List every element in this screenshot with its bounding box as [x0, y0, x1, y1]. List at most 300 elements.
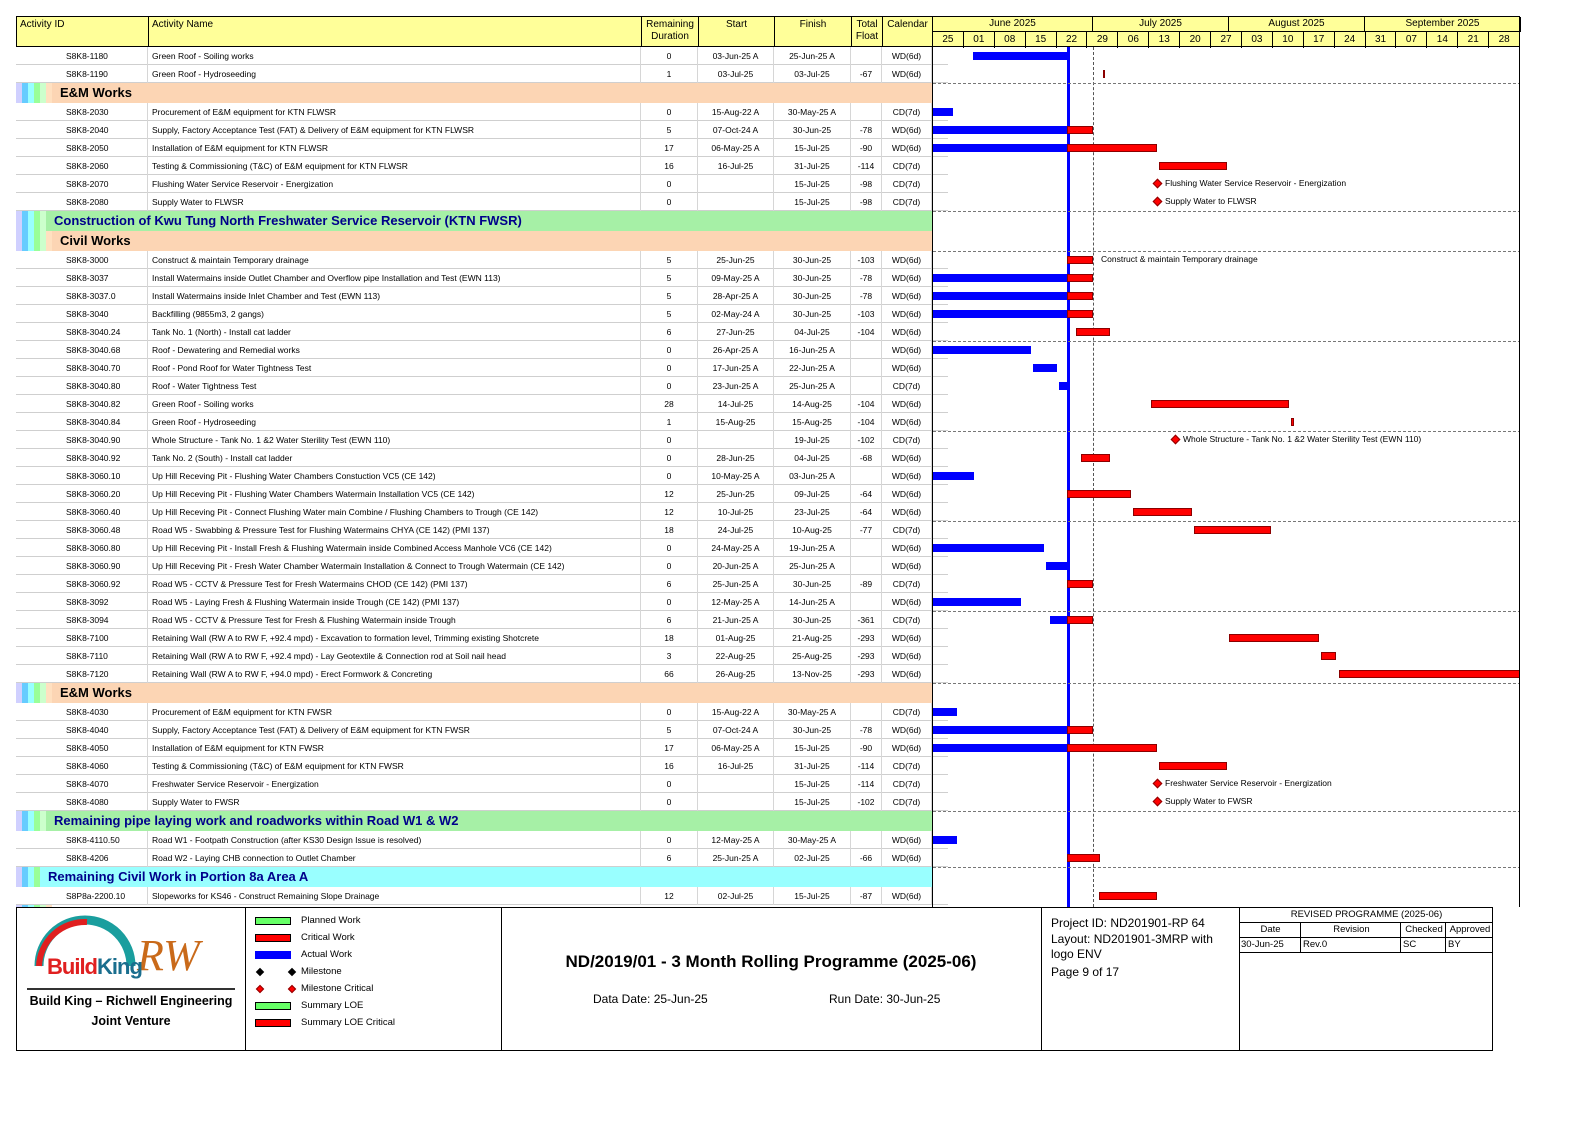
actual-work-bar[interactable]: [1050, 616, 1067, 624]
finish-cell: 30-May-25 A: [774, 831, 851, 849]
critical-work-bar[interactable]: [1067, 144, 1157, 152]
week-tick: 10: [1273, 32, 1304, 48]
finish-cell: 13-Nov-25: [774, 665, 851, 683]
total-float-cell: [851, 341, 882, 359]
remaining-duration-cell: 16: [641, 757, 698, 775]
critical-work-bar[interactable]: [1321, 652, 1336, 660]
critical-work-bar[interactable]: [1067, 580, 1093, 588]
actual-work-bar[interactable]: [933, 310, 1067, 318]
start-cell: 12-May-25 A: [698, 831, 774, 849]
finish-cell: 15-Jul-25: [774, 887, 851, 905]
finish-cell: 23-Jul-25: [774, 503, 851, 521]
remaining-duration-cell: 0: [641, 793, 698, 811]
finish-cell: 22-Jun-25 A: [774, 359, 851, 377]
actual-work-bar[interactable]: [933, 836, 957, 844]
remaining-duration-cell: 18: [641, 629, 698, 647]
activity-name-cell: Procurement of E&M equipment for KTN FWSR: [148, 703, 641, 721]
total-float-cell: -293: [851, 647, 882, 665]
table-row[interactable]: [16, 665, 948, 683]
activity-name-cell: Up Hill Receving Pit - Connect Flushing Water main Combine / Flushing Chambers to Trough (CE 142): [148, 503, 641, 521]
activity-name-cell: Green Roof - Soiling works: [148, 395, 641, 413]
start-cell: 26-Aug-25: [698, 665, 774, 683]
calendar-cell: WD(6d): [882, 629, 932, 647]
total-float-cell: -67: [851, 65, 882, 83]
critical-work-bar[interactable]: [1067, 726, 1093, 734]
finish-cell: 15-Jul-25: [774, 175, 851, 193]
rev-number: Rev.0: [1301, 938, 1401, 953]
calendar-cell: WD(6d): [882, 849, 932, 867]
finish-cell: 30-Jun-25: [774, 251, 851, 269]
total-float-cell: -90: [851, 139, 882, 157]
critical-work-bar[interactable]: [1229, 634, 1319, 642]
table-row[interactable]: [16, 739, 948, 757]
gantt-bar-label: Whole Structure - Tank No. 1 &2 Water Sterility Test (EWN 110): [1183, 434, 1422, 444]
month-label: September 2025: [1365, 17, 1521, 32]
activity-name-cell: Installation of E&M equipment for KTN FLWSR: [148, 139, 641, 157]
critical-work-bar[interactable]: [1067, 292, 1093, 300]
critical-milestone-icon[interactable]: [1153, 179, 1163, 189]
table-row[interactable]: [16, 849, 948, 867]
table-row[interactable]: [16, 395, 948, 413]
activity-id-cell: S8K8-4030: [52, 703, 148, 721]
table-row[interactable]: [16, 521, 948, 539]
finish-cell: 15-Aug-25: [774, 413, 851, 431]
activity-name-cell: Up Hill Receving Pit - Fresh Water Chamber Watermain Installation & Connect to Trough Watermain (CE 142): [148, 557, 641, 575]
start-cell: 06-May-25 A: [698, 139, 774, 157]
finish-cell: 30-May-25 A: [774, 103, 851, 121]
table-row[interactable]: [16, 449, 948, 467]
calendar-cell: WD(6d): [882, 305, 932, 323]
critical-work-bar[interactable]: [1159, 162, 1227, 170]
activity-id-cell: S8K8-4050: [52, 739, 148, 757]
finish-cell: 21-Aug-25: [774, 629, 851, 647]
remaining-duration-cell: 0: [641, 47, 698, 65]
start-cell: 25-Jun-25: [698, 251, 774, 269]
actual-work-bar[interactable]: [933, 274, 1067, 282]
table-row[interactable]: [16, 629, 948, 647]
activity-name-cell: Road W2 - Laying CHB connection to Outlet Chamber: [148, 849, 641, 867]
total-float-cell: -68: [851, 449, 882, 467]
total-float-cell: -104: [851, 323, 882, 341]
activity-id-cell: S8K8-4060: [52, 757, 148, 775]
start-cell: 25-Jun-25 A: [698, 575, 774, 593]
activity-name-cell: Testing & Commissioning (T&C) of E&M equipment for KTN FLWSR: [148, 157, 641, 175]
remaining-duration-cell: 0: [641, 341, 698, 359]
start-cell: 09-May-25 A: [698, 269, 774, 287]
total-float-cell: -89: [851, 575, 882, 593]
remaining-duration-cell: 5: [641, 121, 698, 139]
table-row[interactable]: [16, 359, 948, 377]
revision-heading: REVISED PROGRAMME (2025-06): [1239, 908, 1492, 923]
total-float-cell: -78: [851, 269, 882, 287]
legend: Planned Work Critical Work Actual Work Milestone Milestone Critical Summary LOE Summary LOE Critical: [245, 908, 502, 1050]
table-row[interactable]: [16, 775, 948, 793]
critical-work-bar[interactable]: [1159, 762, 1227, 770]
wbs-group-header[interactable]: E&M Works: [52, 83, 932, 103]
wbs-group-header[interactable]: Construction of Kwu Tung North Freshwater Service Reservoir (KTN FWSR): [46, 211, 932, 231]
rev-checked: SC: [1401, 938, 1446, 953]
finish-cell: 30-May-25 A: [774, 703, 851, 721]
rev-col-revision: Revision: [1301, 923, 1401, 938]
start-cell: 12-May-25 A: [698, 593, 774, 611]
activity-name-cell: Roof - Dewatering and Remedial works: [148, 341, 641, 359]
remaining-duration-cell: 1: [641, 413, 698, 431]
activity-name-cell: Up Hill Receving Pit - Install Fresh & Flushing Watermain inside Combined Access Manhole VC6 (CE 142): [148, 539, 641, 557]
activity-id-cell: S8K8-3040.92: [52, 449, 148, 467]
table-row[interactable]: [16, 287, 948, 305]
table-row[interactable]: [16, 157, 948, 175]
actual-work-bar[interactable]: [933, 744, 1067, 752]
activity-id-cell: S8K8-3092: [52, 593, 148, 611]
jv-name-line2: Joint Venture: [91, 1014, 171, 1028]
remaining-duration-cell: 0: [641, 431, 698, 449]
total-float-cell: -114: [851, 757, 882, 775]
calendar-cell: WD(6d): [882, 485, 932, 503]
calendar-cell: CD(7d): [882, 757, 932, 775]
table-row[interactable]: [16, 47, 948, 65]
finish-cell: 25-Jun-25 A: [774, 377, 851, 395]
total-float-cell: [851, 831, 882, 849]
activity-id-cell: S8K8-3060.48: [52, 521, 148, 539]
start-cell: 28-Jun-25: [698, 449, 774, 467]
activity-id-cell: S8K8-2040: [52, 121, 148, 139]
remaining-duration-cell: 16: [641, 157, 698, 175]
activity-name-cell: Retaining Wall (RW A to RW F, +92.4 mpd) - Excavation to formation level, Trimming existing Shotcrete: [148, 629, 641, 647]
current-date-line: [1093, 47, 1094, 907]
table-row[interactable]: [16, 413, 948, 431]
total-float-cell: -102: [851, 793, 882, 811]
week-tick: 31: [1366, 32, 1397, 48]
calendar-cell: CD(7d): [882, 521, 932, 539]
actual-work-bar[interactable]: [1059, 382, 1070, 390]
remaining-duration-cell: 12: [641, 485, 698, 503]
finish-cell: 10-Aug-25: [774, 521, 851, 539]
critical-work-bar[interactable]: [1339, 670, 1520, 678]
activity-id-cell: S8K8-3040.84: [52, 413, 148, 431]
wbs-group-header[interactable]: E&M Works: [52, 683, 932, 703]
critical-work-bar[interactable]: [1067, 310, 1093, 318]
gantt-bar-label: Construct & maintain Temporary drainage: [1101, 254, 1258, 264]
calendar-cell: WD(6d): [882, 721, 932, 739]
actual-work-bar[interactable]: [933, 598, 1021, 606]
remaining-duration-cell: 3: [641, 647, 698, 665]
table-row[interactable]: [16, 139, 948, 157]
activity-name-cell: Green Roof - Hydroseeding: [148, 413, 641, 431]
total-float-cell: [851, 359, 882, 377]
table-row[interactable]: [16, 539, 948, 557]
table-row[interactable]: [16, 831, 948, 849]
actual-work-bar[interactable]: [933, 292, 1067, 300]
activity-name-cell: Road W5 - Swabbing & Pressure Test for Flushing Watermains CHYA (CE 142) (PMI 137): [148, 521, 641, 539]
start-cell: 27-Jun-25: [698, 323, 774, 341]
critical-milestone-icon[interactable]: [1153, 797, 1163, 807]
total-float-cell: [851, 593, 882, 611]
total-float-cell: [851, 377, 882, 395]
calendar-cell: CD(7d): [882, 575, 932, 593]
critical-work-bar[interactable]: [1291, 418, 1294, 426]
total-float-cell: [851, 557, 882, 575]
wbs-group-header[interactable]: Remaining pipe laying work and roadworks within Road W1 & W2: [46, 811, 932, 831]
critical-work-bar[interactable]: [1067, 256, 1093, 264]
table-row[interactable]: [16, 557, 948, 575]
critical-work-bar[interactable]: [1151, 400, 1289, 408]
remaining-duration-cell: 0: [641, 449, 698, 467]
col-total-float[interactable]: Total Float: [852, 17, 883, 48]
col-activity-id[interactable]: Activity ID: [17, 17, 149, 48]
table-row[interactable]: [16, 323, 948, 341]
activity-name-cell: Up Hill Receving Pit - Flushing Water Chambers Constuction VC5 (CE 142): [148, 467, 641, 485]
activity-id-cell: S8K8-3000: [52, 251, 148, 269]
rev-col-checked: Checked: [1401, 923, 1446, 938]
actual-work-bar[interactable]: [933, 472, 974, 480]
wbs-group-header[interactable]: Civil Works: [52, 231, 932, 251]
activity-name-cell: Supply, Factory Acceptance Test (FAT) & Delivery of E&M equipment for KTN FLWSR: [148, 121, 641, 139]
calendar-cell: WD(6d): [882, 359, 932, 377]
finish-cell: 15-Jul-25: [774, 775, 851, 793]
critical-work-bar[interactable]: [1067, 744, 1157, 752]
table-row[interactable]: [16, 611, 948, 629]
table-row[interactable]: [16, 503, 948, 521]
activity-id-cell: S8P8a-2200.10: [52, 887, 148, 905]
critical-milestone-icon[interactable]: [1153, 779, 1163, 789]
actual-work-bar[interactable]: [1033, 364, 1057, 372]
week-tick: 03: [1242, 32, 1273, 48]
total-float-cell: -78: [851, 287, 882, 305]
project-id: Project ID: ND201901-RP 64: [1051, 916, 1205, 930]
critical-work-bar[interactable]: [1067, 490, 1131, 498]
total-float-cell: -64: [851, 485, 882, 503]
activity-id-cell: S8K8-2030: [52, 103, 148, 121]
col-remaining-duration[interactable]: Remaining Duration: [642, 17, 699, 48]
critical-work-bar[interactable]: [1067, 854, 1100, 862]
critical-milestone-icon[interactable]: [1171, 435, 1181, 445]
week-tick: 28: [1489, 32, 1520, 48]
remaining-duration-cell: 0: [641, 775, 698, 793]
table-row[interactable]: [16, 193, 948, 211]
table-row[interactable]: [16, 377, 948, 395]
start-cell: 16-Jul-25: [698, 157, 774, 175]
col-activity-name[interactable]: Activity Name: [149, 17, 642, 48]
critical-work-bar[interactable]: [1081, 454, 1110, 462]
gantt-bar-label: Flushing Water Service Reservoir - Energization: [1165, 178, 1347, 188]
start-cell: 17-Jun-25 A: [698, 359, 774, 377]
remaining-duration-cell: 66: [641, 665, 698, 683]
start-cell: 24-May-25 A: [698, 539, 774, 557]
total-float-cell: -102: [851, 431, 882, 449]
remaining-duration-cell: 1: [641, 65, 698, 83]
critical-work-bar[interactable]: [1099, 892, 1157, 900]
actual-work-bar[interactable]: [933, 726, 1067, 734]
project-info-box: [1041, 908, 1240, 1050]
activity-name-cell: Slopeworks for KS46 - Construct Remaining Slope Drainage: [148, 887, 641, 905]
table-row[interactable]: [16, 647, 948, 665]
table-row[interactable]: [16, 103, 948, 121]
calendar-cell: WD(6d): [882, 47, 932, 65]
activity-id-cell: S8K8-3040.80: [52, 377, 148, 395]
activity-id-cell: S8K8-3040: [52, 305, 148, 323]
week-tick: 07: [1397, 32, 1428, 48]
activity-id-cell: S8K8-1190: [52, 65, 148, 83]
table-row[interactable]: [16, 341, 948, 359]
activity-name-cell: Whole Structure - Tank No. 1 &2 Water Sterility Test (EWN 110): [148, 431, 641, 449]
actual-work-bar[interactable]: [933, 144, 1067, 152]
critical-work-bar[interactable]: [1067, 126, 1093, 134]
activity-id-cell: S8K8-7100: [52, 629, 148, 647]
table-row[interactable]: [16, 757, 948, 775]
start-cell: 14-Jul-25: [698, 395, 774, 413]
total-float-cell: -98: [851, 193, 882, 211]
critical-work-bar[interactable]: [1067, 616, 1093, 624]
table-row[interactable]: [16, 485, 948, 503]
activity-id-cell: S8K8-2080: [52, 193, 148, 211]
rev-col-date: Date: [1239, 923, 1301, 938]
table-row[interactable]: [16, 703, 948, 721]
buildking-wordmark: [47, 954, 142, 980]
finish-cell: 19-Jul-25: [774, 431, 851, 449]
week-tick: 27: [1211, 32, 1242, 48]
run-date: Run Date: 30-Jun-25: [829, 992, 941, 1006]
finish-cell: 30-Jun-25: [774, 721, 851, 739]
actual-work-bar[interactable]: [933, 126, 1067, 134]
critical-work-bar[interactable]: [1076, 328, 1110, 336]
actual-work-bar[interactable]: [933, 108, 953, 116]
rev-col-approved: Approved: [1446, 923, 1492, 938]
remaining-duration-cell: 12: [641, 887, 698, 905]
finish-cell: 31-Jul-25: [774, 157, 851, 175]
finish-cell: 25-Jun-25 A: [774, 47, 851, 65]
table-header: [16, 16, 1520, 47]
table-row[interactable]: [16, 175, 948, 193]
timescale: [933, 17, 1521, 48]
remaining-duration-cell: 17: [641, 739, 698, 757]
week-tick: 29: [1088, 32, 1119, 48]
table-row[interactable]: [16, 269, 948, 287]
week-tick: 06: [1118, 32, 1149, 48]
table-row[interactable]: [16, 305, 948, 323]
actual-work-bar[interactable]: [1046, 562, 1070, 570]
start-cell: 15-Aug-22 A: [698, 703, 774, 721]
activity-name-cell: Roof - Pond Roof for Water Tightness Test: [148, 359, 641, 377]
actual-work-bar[interactable]: [973, 52, 1069, 60]
activity-name-cell: Freshwater Service Reservoir - Energization: [148, 775, 641, 793]
activity-id-cell: S8K8-3037.0: [52, 287, 148, 305]
activity-id-cell: S8K8-7120: [52, 665, 148, 683]
table-row[interactable]: [16, 431, 948, 449]
data-date-line: [1067, 47, 1070, 907]
table-row[interactable]: [16, 65, 948, 83]
total-float-cell: -87: [851, 887, 882, 905]
finish-cell: 03-Jul-25: [774, 65, 851, 83]
critical-work-bar[interactable]: [1133, 508, 1192, 516]
activity-name-cell: Construct & maintain Temporary drainage: [148, 251, 641, 269]
critical-work-bar[interactable]: [1103, 70, 1105, 78]
total-float-cell: -78: [851, 721, 882, 739]
finish-cell: 14-Jun-25 A: [774, 593, 851, 611]
activity-name-cell: Procurement of E&M equipment for KTN FLWSR: [148, 103, 641, 121]
actual-work-bar[interactable]: [933, 346, 1031, 354]
table-row[interactable]: [16, 467, 948, 485]
calendar-cell: WD(6d): [882, 323, 932, 341]
calendar-cell: WD(6d): [882, 65, 932, 83]
total-float-cell: -114: [851, 775, 882, 793]
activity-name-cell: Road W5 - CCTV & Pressure Test for Fresh Watermains CHOD (CE 142) (PMI 137): [148, 575, 641, 593]
col-finish[interactable]: Finish: [775, 17, 852, 48]
critical-milestone-icon[interactable]: [1153, 197, 1163, 207]
activity-id-cell: S8K8-4206: [52, 849, 148, 867]
activity-name-cell: Tank No. 1 (North) - Install cat ladder: [148, 323, 641, 341]
wbs-group-header[interactable]: Remaining Civil Work in Portion 8a Area A: [40, 867, 932, 887]
programme-title-box: [501, 908, 1042, 1050]
activity-id-cell: S8K8-3060.10: [52, 467, 148, 485]
remaining-duration-cell: 0: [641, 103, 698, 121]
gantt-chart: [932, 47, 1520, 907]
total-float-cell: -98: [851, 175, 882, 193]
brand-build: Build: [47, 954, 97, 979]
table-row[interactable]: [16, 575, 948, 593]
col-calendar[interactable]: Calendar: [883, 17, 933, 48]
week-tick: 20: [1180, 32, 1211, 48]
gantt-bar-label: Freshwater Service Reservoir - Energization: [1165, 778, 1332, 788]
activity-id-cell: S8K8-2060: [52, 157, 148, 175]
finish-cell: 19-Jun-25 A: [774, 539, 851, 557]
calendar-cell: CD(7d): [882, 377, 932, 395]
week-tick: 22: [1057, 32, 1088, 48]
company-logo: [17, 908, 246, 1050]
activity-id-cell: S8K8-4040: [52, 721, 148, 739]
activity-id-cell: S8K8-7110: [52, 647, 148, 665]
activity-name-cell: Backfilling (9855m3, 2 gangs): [148, 305, 641, 323]
week-tick: 21: [1458, 32, 1489, 48]
activity-id-cell: S8K8-3040.68: [52, 341, 148, 359]
calendar-cell: WD(6d): [882, 739, 932, 757]
actual-work-bar[interactable]: [933, 544, 1044, 552]
col-start[interactable]: Start: [699, 17, 775, 48]
activity-name-cell: Green Roof - Soiling works: [148, 47, 641, 65]
start-cell: 21-Jun-25 A: [698, 611, 774, 629]
table-row[interactable]: [16, 887, 948, 905]
week-tick: 01: [964, 32, 995, 48]
calendar-cell: WD(6d): [882, 449, 932, 467]
total-float-cell: -293: [851, 665, 882, 683]
rev-approved: BY: [1446, 938, 1492, 953]
calendar-cell: WD(6d): [882, 341, 932, 359]
start-cell: 25-Jun-25: [698, 485, 774, 503]
week-tick: 08: [995, 32, 1026, 48]
start-cell: 10-Jul-25: [698, 503, 774, 521]
remaining-duration-cell: 0: [641, 557, 698, 575]
remaining-duration-cell: 0: [641, 193, 698, 211]
critical-work-bar[interactable]: [1067, 274, 1093, 282]
table-row[interactable]: [16, 721, 948, 739]
calendar-cell: WD(6d): [882, 139, 932, 157]
table-row[interactable]: [16, 121, 948, 139]
remaining-duration-cell: 5: [641, 269, 698, 287]
table-row[interactable]: [16, 593, 948, 611]
start-cell: 20-Jun-25 A: [698, 557, 774, 575]
table-row[interactable]: [16, 793, 948, 811]
critical-work-bar[interactable]: [1194, 526, 1271, 534]
table-row[interactable]: [16, 251, 948, 269]
activity-id-cell: S8K8-3040.24: [52, 323, 148, 341]
total-float-cell: -77: [851, 521, 882, 539]
total-float-cell: -103: [851, 305, 882, 323]
actual-work-bar[interactable]: [933, 708, 957, 716]
calendar-cell: CD(7d): [882, 775, 932, 793]
calendar-cell: CD(7d): [882, 431, 932, 449]
activity-name-cell: Green Roof - Hydroseeding: [148, 65, 641, 83]
remaining-duration-cell: 6: [641, 323, 698, 341]
rev-date: 30-Jun-25: [1239, 938, 1301, 953]
